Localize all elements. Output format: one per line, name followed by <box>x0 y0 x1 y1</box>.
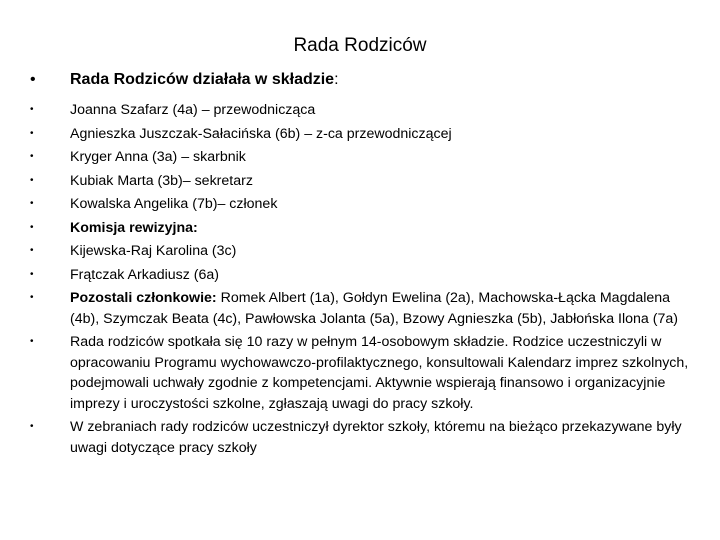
list-item-text: Joanna Szafarz (4a) – przewodnicząca <box>70 102 316 118</box>
bullet-icon: • <box>30 71 36 88</box>
list-item <box>30 100 700 121</box>
members-list <box>30 100 700 461</box>
other-members-text: Romek Albert (1a), Gołdyn Ewelina (2a), Machowska-Łącka Magdalena (4b), Szymczak Beata (4c), Pawłowska Jolanta (5a), Bzowy Agnieszka (5b), Jabłońska Ilona (7a) <box>70 290 678 327</box>
list-item-text: Kijewska-Raj Karolina (3c) <box>70 243 237 259</box>
list-item <box>30 171 700 192</box>
list-item <box>30 332 700 414</box>
list-item <box>30 124 700 145</box>
bullet-icon: • <box>30 151 34 162</box>
bullet-icon: • <box>30 336 34 347</box>
list-item <box>30 265 700 286</box>
other-members-heading: Pozostali członkowie: <box>70 290 217 306</box>
list-item <box>30 218 700 239</box>
bullet-icon: • <box>30 245 34 256</box>
bullet-icon: • <box>30 268 34 280</box>
audit-committee-heading: Komisja rewizyjna: <box>70 219 198 236</box>
list-item <box>30 288 700 329</box>
list-item-text: Kowalska Angelika (7b)– członek <box>70 196 278 212</box>
list-item-text: Rada rodziców spotkała się 10 razy w pełnym 14-osobowym składzie. Rodzice uczestniczyli w opracowaniu Programu wychowawczo-profilaktycznego, konsultowali Kalendarz imprez szkolnych, podejmowali uchwały zgodnie z kompetencjami. Aktywnie wspierają finansowo i organizacyjnie imprezy i uroczystości szkolne, zgłaszają uwagi do pracy szkoły. <box>70 334 689 412</box>
bullet-icon: • <box>30 104 34 115</box>
list-item-text: Kubiak Marta (3b)– sekretarz <box>70 172 253 189</box>
list-item-text: Agnieszka Juszczak-Sałacińska (6b) – z-ca przewodniczącej <box>70 125 452 142</box>
bullet-icon: • <box>30 221 34 233</box>
list-item <box>30 194 700 215</box>
slide-title: Rada Rodziców <box>293 35 427 56</box>
bullet-icon: • <box>30 127 34 139</box>
bullet-icon: • <box>30 198 34 209</box>
list-item <box>30 417 700 458</box>
composition-heading-colon: : <box>334 71 339 88</box>
composition-heading-label: Rada Rodziców działała w składzie <box>70 71 335 88</box>
list-item <box>30 147 700 168</box>
list-item-text <box>70 288 700 329</box>
list-item-text: Kryger Anna (3a) – skarbnik <box>70 149 246 165</box>
composition-heading <box>30 70 690 90</box>
bullet-icon: • <box>30 421 34 432</box>
bullet-icon: • <box>30 292 34 303</box>
list-item <box>30 241 700 262</box>
list-item-text: W zebraniach rady rodziców uczestniczył dyrektor szkoły, któremu na bieżąco przekazywane były uwagi dotyczące pracy szkoły <box>70 419 682 456</box>
list-item-text: Frątczak Arkadiusz (6a) <box>70 266 220 283</box>
bullet-icon: • <box>30 174 34 186</box>
